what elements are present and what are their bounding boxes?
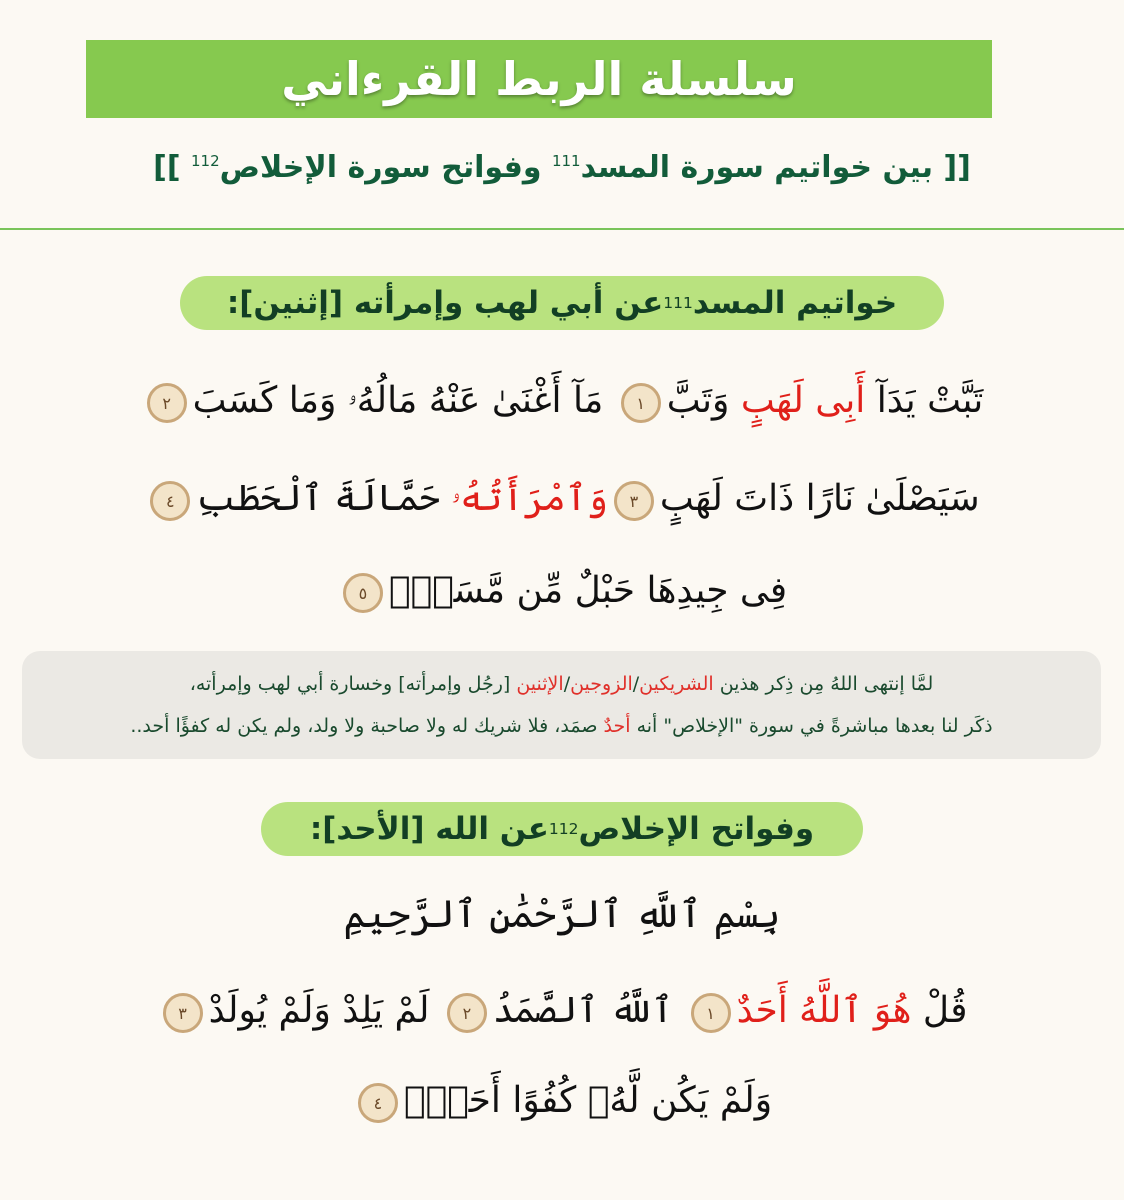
verse-number-marker: ٤	[358, 1083, 398, 1123]
verse-text: مَآ أَغْنَىٰ عَنْهُ مَالُهُۥ وَمَا كَسَبَ	[192, 380, 615, 421]
commentary-note	[22, 651, 1101, 759]
section1-heading-a: خواتيم المسد	[692, 285, 898, 321]
note-text: ذكَر لنا بعدها مباشرةً في سورة "الإخلاص" أنه	[630, 715, 993, 737]
verse-highlight: أَبِى لَهَبٍ	[740, 380, 866, 421]
verse-text: لَمْ يَلِدْ وَلَمْ يُولَدْ	[208, 990, 441, 1031]
title-banner	[86, 40, 992, 118]
masad-verse-line-1	[40, 380, 1084, 423]
subtitle-end: ]]	[153, 150, 192, 185]
verse-number-marker: ١	[691, 993, 731, 1033]
section2-heading	[261, 802, 863, 856]
verse-text: وَلَمْ يَكُن لَّهُۥ كُفُوًا أَحَدٌۢ	[403, 1080, 773, 1121]
verse-number-marker: ٣	[163, 993, 203, 1033]
note-text: صمَد، فلا شريك له ولا صاحبة ولا ولد، ولم يكن له كفؤًا أحد..	[130, 715, 604, 737]
verse-text: سَيَصْلَىٰ نَارًا ذَاتَ لَهَبٍ	[659, 478, 980, 519]
section2-heading-num: 112	[548, 820, 579, 838]
note-highlight: أحدٌ	[603, 715, 631, 737]
note-highlight: الإثنين	[516, 673, 564, 695]
verse-text: تَبَّتْ يَدَآ	[865, 380, 984, 421]
verse-number-marker: ٢	[447, 993, 487, 1033]
note-separator: /	[563, 673, 571, 695]
note-text: لمَّا إنتهى اللهُ مِن ذِكر هذين	[713, 673, 934, 695]
masad-verse-line-3	[40, 570, 1084, 613]
verse-number-marker: ٣	[614, 481, 654, 521]
subtitle-main: [[ بين خواتيم سورة المسد	[580, 150, 971, 185]
divider-line	[0, 228, 1124, 230]
verse-text: فِى جِيدِهَا حَبْلٌ مِّن مَّسَدٍۭ	[388, 570, 788, 611]
subtitle	[0, 150, 1124, 185]
verse-text: ٱللَّهُ ٱلصَّمَدُ	[492, 990, 685, 1031]
note-separator: /	[632, 673, 640, 695]
masad-verse-line-2	[40, 478, 1084, 521]
section1-heading-b: عن أبي لهب وإمرأته [إثنين]:	[226, 285, 664, 321]
verse-text: وَتَبَّ	[666, 380, 741, 421]
section2-heading-b: عن الله [الأحد]:	[309, 811, 549, 847]
verse-number-marker: ١	[621, 383, 661, 423]
verse-number-marker: ٥	[343, 573, 383, 613]
verse-number-marker: ٤	[150, 481, 190, 521]
note-line-2	[22, 705, 1101, 747]
verse-text: حَمَّالَةَ ٱلْحَطَبِ	[196, 478, 452, 519]
note-text: [رجُل وإمرأته] وخسارة أبي لهب وإمرأته،	[189, 673, 517, 695]
subtitle-num2: 112	[191, 152, 220, 170]
note-line-1	[22, 663, 1101, 705]
note-highlight: الزوجين	[570, 673, 633, 695]
basmala: بِسْمِ ٱللَّهِ ٱلرَّحْمَٰنِ ٱلرَّحِيمِ	[343, 892, 781, 936]
ikhlas-verse-line-1	[40, 990, 1084, 1033]
section2-heading-a: وفواتح الإخلاص	[578, 811, 815, 847]
verse-text: قُلْ	[911, 990, 968, 1031]
verse-highlight: وَٱمْرَأَتُهُۥ	[451, 478, 608, 519]
ikhlas-verse-line-2	[40, 1080, 1084, 1123]
verse-highlight: هُوَ ٱللَّهُ أَحَدٌ	[736, 990, 912, 1031]
verse-number-marker: ٢	[147, 383, 187, 423]
subtitle-num1: 111	[551, 152, 581, 170]
page-title: سلسلة الربط القرءاني	[281, 52, 797, 106]
note-highlight: الشريكين	[639, 673, 714, 695]
subtitle-mid: وفواتح سورة الإخلاص	[219, 150, 552, 185]
section1-heading	[180, 276, 944, 330]
section1-heading-num: 111	[663, 294, 693, 312]
